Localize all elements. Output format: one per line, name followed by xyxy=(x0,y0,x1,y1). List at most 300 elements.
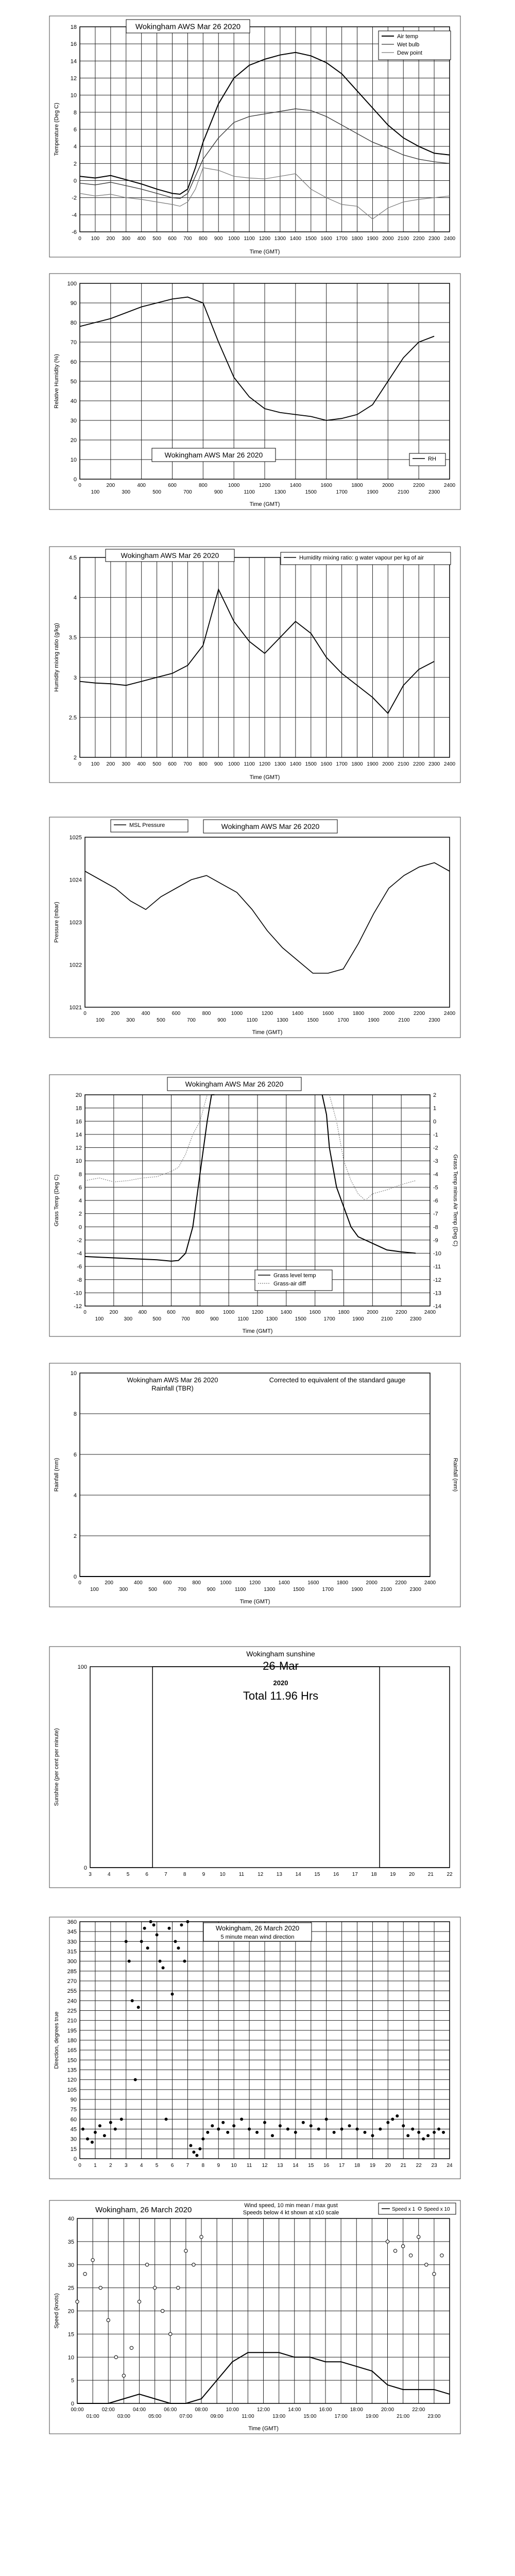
x-tick-label: 1900 xyxy=(368,1018,380,1023)
x-tick-label: 700 xyxy=(183,761,192,767)
chart-title: Wokingham, 26 March 2020 xyxy=(215,1924,300,1932)
x-tick-label: 05:00 xyxy=(148,2414,162,2419)
x-tick-label: 6 xyxy=(145,1872,148,1877)
speed-x10-point xyxy=(91,2259,94,2262)
y-tick-label: 2 xyxy=(73,1533,77,1539)
x-tick-label: 700 xyxy=(183,489,192,495)
wind-direction-point xyxy=(109,2121,112,2124)
y-tick-label: 1025 xyxy=(69,835,82,841)
y-tick-label-right: -12 xyxy=(433,1277,441,1283)
x-tick-label: 2200 xyxy=(413,1011,425,1016)
x-tick-label: 20:00 xyxy=(381,2407,394,2413)
x-tick-label: 600 xyxy=(168,483,177,488)
x-tick-label: 1500 xyxy=(305,761,317,767)
x-tick-label: 17 xyxy=(339,2163,345,2168)
y-tick-label: 70 xyxy=(70,340,77,346)
y-tick-label: -12 xyxy=(74,1303,82,1310)
x-tick-label: 800 xyxy=(195,1310,204,1315)
x-tick-label: 200 xyxy=(111,1011,120,1016)
panel-frame xyxy=(49,1647,460,1888)
y-tick-label: 18 xyxy=(70,24,77,30)
wind-direction-point xyxy=(310,2124,313,2127)
speed-x10-point xyxy=(99,2286,102,2289)
y-tick-label: 1022 xyxy=(69,962,82,969)
y-tick-label-right: -7 xyxy=(433,1211,438,1217)
wind-direction-point xyxy=(437,2128,440,2131)
x-tick-label: 1900 xyxy=(367,236,379,242)
panel-frame xyxy=(49,274,460,510)
x-tick-label: 100 xyxy=(91,236,100,242)
x-tick-label: 1400 xyxy=(280,1310,292,1315)
y-tick-label: 0 xyxy=(73,2156,77,2162)
speed-x10-point xyxy=(177,2286,180,2289)
wind-direction-point xyxy=(192,2150,195,2154)
x-tick-label: 400 xyxy=(137,761,146,767)
x-tick-label: 17:00 xyxy=(334,2414,348,2419)
x-tick-label: 700 xyxy=(181,1316,190,1322)
x-tick-label: 1100 xyxy=(237,1316,249,1322)
y-tick-label: 6 xyxy=(78,1184,82,1191)
x-tick-label: 04:00 xyxy=(132,2407,146,2413)
x-tick-label: 11 xyxy=(238,1872,245,1877)
y-tick-label: 4.5 xyxy=(68,555,77,561)
y-tick-label: 80 xyxy=(70,320,77,326)
wind-direction-point xyxy=(379,2128,382,2131)
x-tick-label: 2000 xyxy=(382,236,394,242)
wind-direction-point xyxy=(248,2128,251,2131)
y-tick-label: 20 xyxy=(75,1092,82,1098)
x-tick-label: 1900 xyxy=(367,489,379,495)
wind-direction-point xyxy=(356,2128,359,2131)
x-tick-label: 2000 xyxy=(383,1011,395,1016)
wind-direction-point xyxy=(442,2131,445,2134)
legend-label: Grass level temp xyxy=(273,1273,316,1279)
legend-swatch xyxy=(418,2207,421,2210)
x-tick-label: 2100 xyxy=(398,489,409,495)
y-tick-label: 255 xyxy=(67,1988,77,1995)
x-tick-label: 600 xyxy=(171,1011,181,1016)
x-tick-label: 800 xyxy=(198,236,208,242)
x-tick-label: 11 xyxy=(246,2163,252,2168)
x-tick-label: 18 xyxy=(371,1872,377,1877)
pressure-chart xyxy=(49,817,461,1038)
y-tick-label-right: 0 xyxy=(433,1118,437,1125)
x-tick-label: 1300 xyxy=(274,236,286,242)
wind-direction-point xyxy=(165,2117,168,2121)
legend-box xyxy=(409,453,445,466)
x-tick-label: 22 xyxy=(447,1872,453,1877)
x-tick-label: 700 xyxy=(177,1587,186,1592)
x-tick-label: 4 xyxy=(140,2163,143,2168)
x-tick-label: 15 xyxy=(314,1872,320,1877)
x-tick-label: 2400 xyxy=(443,761,456,767)
y-tick-label: 4 xyxy=(73,1493,77,1499)
x-tick-label: 2300 xyxy=(428,236,440,242)
wind-direction-point xyxy=(146,1946,149,1950)
x-tick-label: 1200 xyxy=(259,483,271,488)
speed-x10-point xyxy=(114,2355,117,2359)
legend-label: MSL Pressure xyxy=(129,822,165,828)
y-tick-label-right: -5 xyxy=(433,1184,438,1191)
x-tick-label: 1300 xyxy=(274,761,286,767)
wind-direction-point xyxy=(348,2124,351,2127)
y-tick-label-right: 2 xyxy=(433,1092,437,1098)
x-tick-label: 4 xyxy=(107,1872,111,1877)
wind-direction-point xyxy=(226,2131,229,2134)
x-tick-label: 600 xyxy=(163,1580,172,1586)
wind-direction-point xyxy=(232,2124,235,2127)
x-tick-label: 1600 xyxy=(320,761,332,767)
wind-direction-point xyxy=(221,2121,225,2124)
x-tick-label: 1500 xyxy=(305,489,317,495)
y-tick-label: -4 xyxy=(77,1250,82,1257)
wind-direction-point xyxy=(211,2124,214,2127)
y-tick-label: 40 xyxy=(70,398,77,404)
x-tick-label: 2000 xyxy=(382,483,394,488)
chart-subtitle: Rainfall (TBR) xyxy=(151,1384,194,1392)
y-tick-label: 0 xyxy=(73,178,77,184)
chart-note: Corrected to equivalent of the standard gauge xyxy=(269,1376,406,1384)
y-tick-label: 0 xyxy=(71,2401,74,2407)
x-tick-label: 1300 xyxy=(277,1018,288,1023)
x-tick-label: 24 xyxy=(447,2163,453,2168)
y-tick-label: 8 xyxy=(73,1411,77,1417)
x-tick-label: 0 xyxy=(83,1011,87,1016)
x-tick-label: 21 xyxy=(427,1872,434,1877)
x-tick-label: 23:00 xyxy=(427,2414,441,2419)
y-tick-label-right: -2 xyxy=(433,1145,438,1151)
y-tick-label: -2 xyxy=(77,1237,82,1244)
sunshine-chart-svg xyxy=(49,1646,461,1888)
x-tick-label: 1700 xyxy=(336,761,348,767)
legend-label: Grass-air diff xyxy=(273,1281,306,1287)
temperature-chart-svg xyxy=(49,15,461,258)
x-tick-label: 2200 xyxy=(413,236,425,242)
y-tick-label: 6 xyxy=(73,1452,77,1458)
x-tick-label: 06:00 xyxy=(164,2407,177,2413)
y-tick-label: 50 xyxy=(70,379,77,385)
wind-direction-point xyxy=(128,1960,131,1963)
wind-direction-point xyxy=(294,2131,297,2134)
chart-title: Wokingham AWS Mar 26 2020 xyxy=(185,1079,284,1088)
x-tick-label: 11:00 xyxy=(242,2414,254,2419)
speed-x10-point xyxy=(440,2254,443,2257)
x-tick-label: 1700 xyxy=(323,1316,335,1322)
x-tick-label: 2400 xyxy=(443,483,456,488)
x-tick-label: 19 xyxy=(369,2163,375,2168)
y-tick-label: 15 xyxy=(67,2331,74,2338)
y-tick-label: 225 xyxy=(67,2008,77,2014)
legend-label: Speed x 10 xyxy=(424,2207,450,2212)
y-axis-label: Rainfall (mm) xyxy=(54,1458,60,1492)
speed-x10-point xyxy=(409,2254,412,2257)
x-tick-label: 1200 xyxy=(251,1310,264,1315)
wind-direction-point xyxy=(333,2131,336,2134)
x-tick-label: 200 xyxy=(106,483,115,488)
panel-frame xyxy=(49,547,460,783)
panel-frame xyxy=(49,1363,460,1607)
wind-direction-point xyxy=(174,1940,177,1943)
wind-direction-point xyxy=(131,1999,134,2002)
wind-direction-point xyxy=(140,1940,143,1943)
wind-direction-chart-svg xyxy=(49,1917,461,2179)
x-tick-label: 0 xyxy=(78,2163,81,2168)
y-tick-label: 12 xyxy=(70,75,77,82)
y-axis-label: Sunshine (per cent per minute) xyxy=(54,1728,60,1806)
chart-title: Wokingham AWS Mar 26 2020 xyxy=(127,1376,218,1384)
y-tick-label-right: -13 xyxy=(433,1290,441,1297)
x-tick-label: 1200 xyxy=(259,236,271,242)
y-tick-label: 345 xyxy=(67,1929,77,1936)
x-tick-label: 400 xyxy=(137,236,146,242)
y-axis-label: Grass Temp (Deg C) xyxy=(54,1174,60,1227)
y-tick-label: 60 xyxy=(70,2116,77,2123)
chart-total: Total 11.96 Hrs xyxy=(243,1689,319,1702)
x-axis-label: Time (GMT) xyxy=(252,1029,283,1036)
y-tick-label: 0 xyxy=(78,1224,82,1231)
y-tick-label: 35 xyxy=(67,2239,74,2245)
x-axis-label: Time (GMT) xyxy=(249,501,280,507)
y-tick-label: 3.5 xyxy=(68,635,77,641)
y-tick-label: 165 xyxy=(67,2047,77,2054)
x-tick-label: 16 xyxy=(333,1872,339,1877)
wind-speed-chart-svg xyxy=(49,2200,461,2434)
x-axis-label: Time (GMT) xyxy=(249,249,280,255)
y-tick-label-right: -8 xyxy=(433,1224,438,1231)
x-tick-label: 300 xyxy=(119,1587,128,1592)
panel-frame xyxy=(49,817,460,1038)
x-tick-label: 23 xyxy=(431,2163,437,2168)
x-tick-label: 8 xyxy=(201,2163,205,2168)
y-tick-label: 10 xyxy=(70,457,77,463)
y-tick-label: 0 xyxy=(73,477,77,483)
x-tick-label: 2100 xyxy=(398,1018,410,1023)
x-tick-label: 800 xyxy=(198,761,208,767)
x-tick-label: 1800 xyxy=(352,1011,365,1016)
y-tick-label: 20 xyxy=(70,437,77,444)
y-tick-label: 10 xyxy=(67,2354,74,2361)
y-tick-label: 300 xyxy=(67,1958,77,1965)
x-tick-label: 300 xyxy=(122,236,131,242)
wind-direction-point xyxy=(134,2078,137,2081)
legend-label: Speed x 1 xyxy=(392,2207,416,2212)
wind-direction-point xyxy=(371,2134,374,2137)
y-tick-label: 4 xyxy=(78,1198,82,1204)
x-tick-label: 13:00 xyxy=(272,2414,286,2419)
x-tick-label: 2300 xyxy=(428,1018,440,1023)
speed-x10-point xyxy=(184,2249,187,2252)
y-tick-label: -6 xyxy=(77,1264,82,1270)
y-axis-label: Humidity mixing ratio (g/kg) xyxy=(54,623,60,692)
y-tick-label: -10 xyxy=(74,1290,82,1297)
x-tick-label: 12:00 xyxy=(256,2407,270,2413)
y-tick-label-right: -9 xyxy=(433,1237,438,1244)
x-tick-label: 1900 xyxy=(367,761,379,767)
x-tick-label: 900 xyxy=(214,761,223,767)
x-tick-label: 2000 xyxy=(367,1310,379,1315)
x-tick-label: 08:00 xyxy=(195,2407,208,2413)
x-tick-label: 1500 xyxy=(305,236,317,242)
wind-direction-point xyxy=(422,2138,425,2141)
y-axis-label-right: Grass Temp minus Air Temp (Deg C) xyxy=(452,1154,458,1247)
chart-title: Wokingham AWS Mar 26 2020 xyxy=(135,22,241,31)
x-tick-label: 19:00 xyxy=(365,2414,379,2419)
x-tick-label: 2 xyxy=(109,2163,112,2168)
y-tick-label: 4 xyxy=(73,595,77,601)
y-tick-label: 25 xyxy=(67,2285,74,2292)
y-tick-label: 120 xyxy=(67,2077,77,2083)
chart-title: Wokingham sunshine xyxy=(246,1650,315,1658)
rainfall-chart-svg xyxy=(49,1363,461,1607)
y-tick-label: 100 xyxy=(77,1664,87,1670)
wind-direction-chart xyxy=(49,1917,461,2179)
x-tick-label: 1200 xyxy=(249,1580,261,1586)
y-axis-label: Relative Humidity (%) xyxy=(54,354,60,409)
wind-direction-point xyxy=(201,2138,204,2141)
wind-direction-point xyxy=(103,2134,106,2137)
wind-direction-point xyxy=(94,2131,97,2134)
y-tick-label-right: -14 xyxy=(433,1303,441,1310)
wind-direction-point xyxy=(411,2128,414,2131)
x-tick-label: 1400 xyxy=(291,1011,304,1016)
x-tick-label: 14 xyxy=(295,1872,301,1877)
x-tick-label: 03:00 xyxy=(117,2414,130,2419)
wind-direction-point xyxy=(417,2131,420,2134)
x-tick-label: 13 xyxy=(276,1872,282,1877)
y-tick-label: 0 xyxy=(83,1865,87,1871)
x-tick-label: 14 xyxy=(293,2163,299,2168)
x-tick-label: 13 xyxy=(277,2163,283,2168)
wind-direction-point xyxy=(91,2141,94,2144)
y-tick-label: 2 xyxy=(73,161,77,167)
y-tick-label: 20 xyxy=(67,2308,74,2315)
x-tick-label: 900 xyxy=(217,1018,226,1023)
x-tick-label: 07:00 xyxy=(179,2414,193,2419)
y-axis-label: Speed (knots) xyxy=(54,2293,60,2329)
x-tick-label: 1100 xyxy=(246,1018,258,1023)
x-tick-label: 800 xyxy=(202,1011,211,1016)
wind-direction-point xyxy=(255,2131,259,2134)
y-tick-label: 150 xyxy=(67,2057,77,2064)
x-tick-label: 900 xyxy=(210,1316,219,1322)
chart-title: Wokingham AWS Mar 26 2020 xyxy=(121,551,219,560)
rainfall-chart xyxy=(49,1363,461,1607)
x-tick-label: 1100 xyxy=(244,761,255,767)
x-tick-label: 500 xyxy=(152,489,161,495)
legend-label: Wet bulb xyxy=(397,42,420,48)
chart-title: Wokingham AWS Mar 26 2020 xyxy=(164,450,263,459)
x-tick-label: 16 xyxy=(323,2163,330,2168)
speed-x10-point xyxy=(161,2309,164,2312)
chart-subtitle: 5 minute mean wind direction xyxy=(220,1934,295,1940)
y-tick-label: 10 xyxy=(70,92,77,99)
speed-x10-point xyxy=(130,2346,133,2349)
x-tick-label: 400 xyxy=(137,483,146,488)
y-tick-label: 90 xyxy=(70,2097,77,2103)
wind-direction-point xyxy=(325,2117,328,2121)
wind-direction-point xyxy=(433,2131,436,2134)
chart-title: Wokingham AWS Mar 26 2020 xyxy=(221,822,320,831)
x-tick-label: 15 xyxy=(308,2163,314,2168)
temperature-chart xyxy=(49,15,461,258)
wind-direction-point xyxy=(162,1966,165,1969)
x-tick-label: 1000 xyxy=(220,1580,232,1586)
y-tick-label: 1021 xyxy=(69,1005,82,1011)
y-tick-label: 315 xyxy=(67,1948,77,1955)
wind-direction-point xyxy=(168,1927,171,1930)
chart-date: 26-Mar xyxy=(263,1659,299,1672)
y-tick-label: 2 xyxy=(73,755,77,761)
x-tick-label: 7 xyxy=(186,2163,190,2168)
x-tick-label: 900 xyxy=(207,1587,216,1592)
y-tick-label-right: -10 xyxy=(433,1250,441,1257)
y-tick-label: -6 xyxy=(72,229,77,235)
wind-direction-point xyxy=(406,2134,409,2137)
wind-direction-point xyxy=(317,2128,320,2131)
y-tick-label: 14 xyxy=(75,1131,82,1138)
x-tick-label: 300 xyxy=(122,489,131,495)
y-tick-label: 10 xyxy=(70,1370,77,1377)
x-tick-label: 1000 xyxy=(228,761,240,767)
speed-x10-point xyxy=(433,2273,436,2276)
wind-direction-point xyxy=(149,1920,152,1923)
speed-x10-point xyxy=(425,2263,428,2266)
y-tick-label: 195 xyxy=(67,2027,77,2034)
wind-direction-point xyxy=(396,2114,399,2117)
x-tick-label: 15:00 xyxy=(303,2414,317,2419)
wind-direction-point xyxy=(114,2128,117,2131)
legend-label: Air temp xyxy=(397,33,418,40)
x-tick-label: 20 xyxy=(385,2163,391,2168)
wind-direction-point xyxy=(180,1923,183,1926)
x-tick-label: 1400 xyxy=(278,1580,290,1586)
x-tick-label: 1500 xyxy=(307,1018,319,1023)
x-tick-label: 2300 xyxy=(409,1587,421,1592)
x-tick-label: 3 xyxy=(89,1872,92,1877)
x-tick-label: 400 xyxy=(133,1580,143,1586)
chart-subtitle-2: Speeds below 4 kt shown at x10 scale xyxy=(243,2210,339,2216)
mixing-ratio-chart xyxy=(49,546,461,783)
x-axis-label: Time (GMT) xyxy=(248,2426,279,2432)
x-tick-label: 1200 xyxy=(261,1011,273,1016)
wind-direction-point xyxy=(183,1960,186,1963)
y-tick-label: 135 xyxy=(67,2067,77,2074)
x-tick-label: 1000 xyxy=(223,1310,235,1315)
x-tick-label: 1800 xyxy=(351,236,363,242)
x-tick-label: 2200 xyxy=(413,761,425,767)
x-tick-label: 600 xyxy=(168,761,177,767)
x-tick-label: 18:00 xyxy=(350,2407,363,2413)
x-tick-label: 2300 xyxy=(428,489,440,495)
x-tick-label: 400 xyxy=(138,1310,147,1315)
chart-title: Wokingham, 26 March 2020 xyxy=(95,2206,192,2214)
wind-direction-point xyxy=(363,2131,366,2134)
x-tick-label: 500 xyxy=(152,236,161,242)
wind-direction-point xyxy=(263,2121,266,2124)
x-tick-label: 1100 xyxy=(244,236,255,242)
speed-x10-point xyxy=(153,2286,156,2289)
x-tick-label: 2000 xyxy=(382,761,394,767)
x-tick-label: 12 xyxy=(258,1872,264,1877)
y-tick-label: 75 xyxy=(70,2107,77,2113)
x-tick-label: 09:00 xyxy=(210,2414,224,2419)
y-tick-label: 4 xyxy=(73,144,77,150)
x-tick-label: 500 xyxy=(152,1316,161,1322)
wind-direction-point xyxy=(217,2128,220,2131)
x-tick-label: 1400 xyxy=(289,236,301,242)
x-tick-label: 300 xyxy=(126,1018,135,1023)
x-tick-label: 01:00 xyxy=(86,2414,99,2419)
